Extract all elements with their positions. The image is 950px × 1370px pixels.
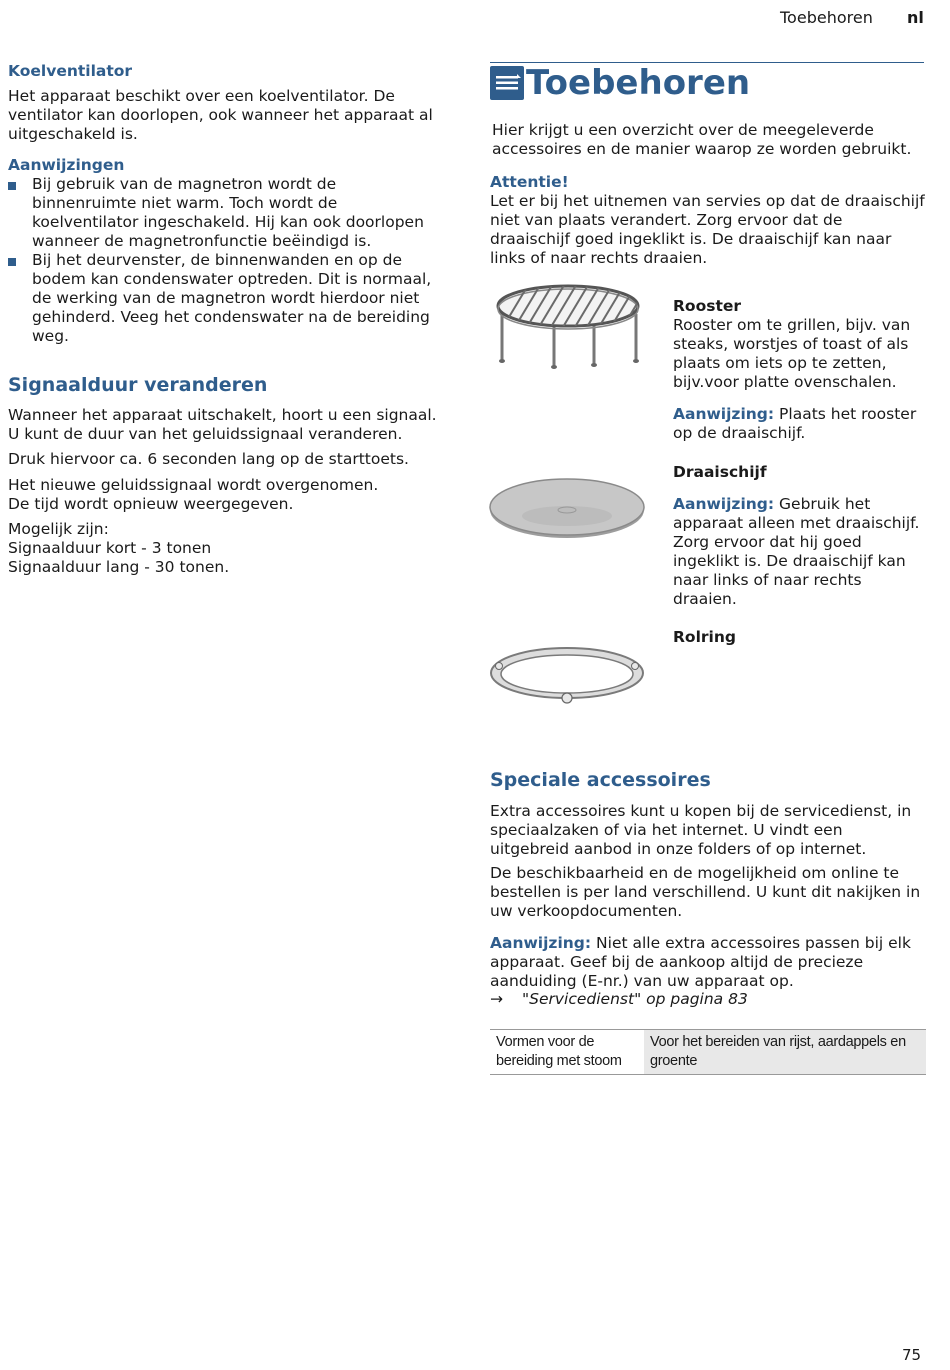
special-note <box>490 934 926 991</box>
signal-paragraph-1: Wanneer het apparaat uitschakelt, hoort u een signaal. U kunt de duur van het geluidssignaal veranderen. <box>8 406 437 443</box>
special-note-label: Aanwijzing: <box>490 934 592 952</box>
signal-paragraph-2: Druk hiervoor ca. 6 seconden lang op de starttoets. <box>8 450 409 468</box>
special-cross-reference[interactable] <box>490 990 926 1009</box>
turntable-note-label: Aanwijzing: <box>673 495 775 513</box>
signal-heading: Signaalduur veranderen <box>8 374 268 396</box>
special-paragraph-2: De beschikbaarheid en de mogelijkheid om online te bestellen is per land verschillend. U kunt dit nakijken in uw verkoopdocumenten. <box>490 864 921 920</box>
fan-text: Het apparaat beschikt over een koelventilator. De ventilator kan doorlopen, ook wanneer het apparaat al uitgeschakeld is. <box>8 87 433 143</box>
special-note-text: Niet alle extra accessoires passen bij elk apparaat. Geef bij de aankoop altijd de precieze aanduiding (E-nr.) van uw apparaat op. <box>490 934 911 990</box>
intro-text: Hier krijgt u een overzicht over de meegeleverde accessoires en de manier waarop ze worden gebruikt. <box>492 121 912 158</box>
rack-image <box>490 282 650 372</box>
turntable-image <box>487 472 649 542</box>
rack-title: Rooster <box>673 297 742 315</box>
rack-description <box>673 297 929 392</box>
table-cell-use: Voor het bereiden van rijst, aardappels en groente <box>644 1030 926 1074</box>
chapter-list-icon <box>490 66 524 100</box>
note-text: Bij het deurvenster, de binnenwanden en op de bodem kan condenswater optreden. Dit is normaal, de werking van de magnetron wordt hierdoor niet gehinderd. Veeg het condenswater na de bereiding weg. <box>32 251 432 345</box>
rack-note-text: Plaats het rooster op de draaischijf. <box>673 405 917 442</box>
signal-paragraph-4 <box>8 520 448 577</box>
special-paragraph-1: Extra accessoires kunt u kopen bij de servicedienst, in speciaalzaken of via het internet. U vindt een uitgebreid aanbod in onze folders of op internet. <box>490 802 912 858</box>
signal-paragraph-4-line-1: Mogelijk zijn: <box>8 520 109 538</box>
table-cell-item: Vormen voor de bereiding met stoom <box>496 1034 622 1069</box>
attention-text: Let er bij het uitnemen van servies op dat de draaischijf niet van plaats verandert. Zorg ervoor dat de draaischijf goed ingeklikt is. De draaischijf kan naar links of naar rechts draaien. <box>490 192 925 267</box>
special-heading: Speciale accessoires <box>490 769 711 791</box>
signal-paragraph-4-line-3: Signaalduur lang - 30 tonen. <box>8 558 230 576</box>
notes-list <box>8 175 440 346</box>
bullet-square-icon <box>8 258 16 266</box>
accessories-table <box>490 1029 926 1075</box>
ring-title: Rolring <box>673 628 736 646</box>
chapter-title: Toebehoren <box>526 63 751 103</box>
arrow-right-icon: → <box>490 990 503 1008</box>
bullet-square-icon <box>8 182 16 190</box>
running-header-section: Toebehoren <box>780 8 873 27</box>
list-item <box>8 251 440 346</box>
notes-heading: Aanwijzingen <box>8 156 125 174</box>
list-item <box>8 175 440 251</box>
turntable-note <box>673 495 929 609</box>
fan-heading: Koelventilator <box>8 62 133 80</box>
signal-paragraph-3 <box>8 476 448 514</box>
note-text: Bij gebruik van de magnetron wordt de binnenruimte niet warm. Toch wordt de koelventilator ingeschakeld. Hij kan ook doorlopen wanneer de magnetronfunctie beëindigd is. <box>32 175 424 250</box>
turntable-title: Draaischijf <box>673 463 767 481</box>
table-row <box>490 1030 926 1074</box>
cross-reference-link[interactable]: "Servicedienst" op pagina 83 <box>522 990 748 1008</box>
signal-paragraph-3-line-1: Het nieuwe geluidssignaal wordt overgenomen. <box>8 476 379 494</box>
signal-paragraph-4-line-2: Signaalduur kort - 3 tonen <box>8 539 212 557</box>
roller-ring-image <box>487 644 649 708</box>
signal-paragraph-3-line-2: De tijd wordt opnieuw weergegeven. <box>8 495 294 513</box>
page-number: 75 <box>902 1346 922 1364</box>
turntable-note-text: Gebruik het apparaat alleen met draaischijf. Zorg ervoor dat hij goed ingeklikt is. De draaischijf kan naar links of naar rechts draaien. <box>673 495 920 608</box>
running-header-language: nl <box>907 8 924 27</box>
rack-note <box>673 405 929 443</box>
rack-text: Rooster om te grillen, bijv. van steaks, worstjes of toast of als plaats om iets op te zetten, bijv.voor platte ovenschalen. <box>673 316 911 391</box>
attention-label: Attentie! <box>490 173 569 191</box>
chapter-title-block <box>490 62 924 103</box>
rack-note-label: Aanwijzing: <box>673 405 775 423</box>
